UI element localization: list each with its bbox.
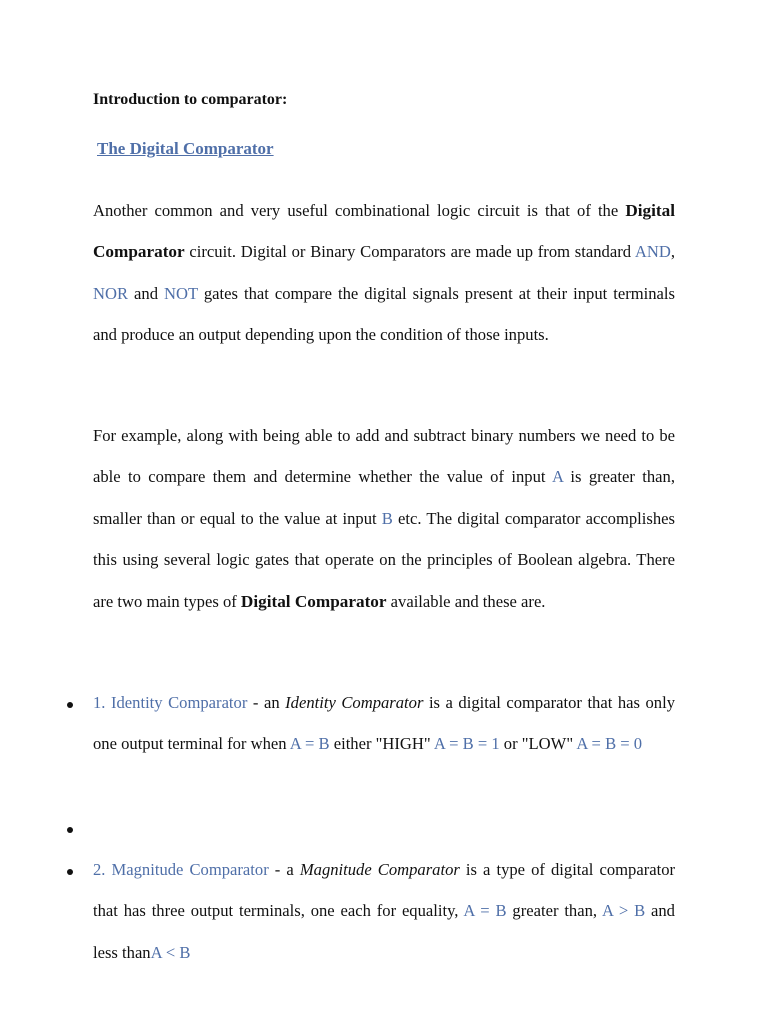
para1-text-1: Another common and very useful combinational logic circuit is that of the <box>93 201 626 220</box>
para1-text-3: and <box>128 283 165 303</box>
para1-text-4: gates that compare the digital signals present at their input terminals and produce an output depending upon the condition of those inputs. <box>93 283 675 345</box>
section-title-link[interactable]: The Digital Comparator <box>97 139 274 158</box>
bullet1-text-3: either "HIGH" <box>329 734 434 754</box>
para1-bold-term: Digital Comparator <box>93 201 675 262</box>
and-gate-link[interactable]: AND <box>634 242 671 262</box>
paragraph-example <box>93 415 675 622</box>
para2-text-2: is greater than, smaller than or equal to the value at input <box>93 467 675 528</box>
bullet1-text-2: is a digital comparator that has only one output terminal for when <box>93 693 675 754</box>
para2-text-3: etc. The digital comparator accomplishes this using several logic gates that operate on the principles of Boolean algebra. There are two main types of <box>93 508 675 611</box>
para1-text-2: circuit. Digital or Binary Comparators are made up from standard <box>184 242 635 262</box>
not-gate-link[interactable]: NOT <box>164 283 198 303</box>
bullet3-equation-3: A < B <box>150 942 191 962</box>
page-title: Introduction to comparator: <box>93 91 288 108</box>
para2-text-1: For example, along with being able to add and subtract binary numbers we need to be able to compare them and determine whether the value of input <box>93 426 675 487</box>
input-b-ref: B <box>381 508 393 528</box>
bullet3-italic-term: Magnitude Comparator <box>299 860 460 879</box>
magnitude-comparator-link[interactable]: 2. Magnitude Comparator <box>93 860 269 879</box>
para2-bold-term: Digital Comparator <box>240 591 387 611</box>
bullet-marker <box>67 702 73 708</box>
bullet-marker-empty <box>67 827 73 833</box>
bullet3-text-3: greater than, <box>506 901 602 921</box>
para2-text-4: available and these are. <box>386 591 546 611</box>
paragraph-intro <box>93 190 675 356</box>
list-item-magnitude-comparator <box>93 849 675 973</box>
para1-comma: , <box>670 242 675 262</box>
bullet-marker <box>67 869 73 875</box>
list-item-identity-comparator <box>93 682 675 765</box>
nor-gate-link[interactable]: NOR <box>93 283 129 303</box>
bullet1-equation-3: A = B = 0 <box>576 734 643 754</box>
input-a-ref: A <box>551 467 564 487</box>
bullet3-equation-2: A > B <box>601 901 646 921</box>
bullet1-text-4: or "LOW" <box>499 734 577 754</box>
bullet1-italic-term: Identity Comparator <box>285 693 424 712</box>
bullet3-text-4: and less than <box>93 901 675 962</box>
bullet1-equation-2: A = B = 1 <box>433 734 500 754</box>
bullet1-equation-1: A = B <box>289 734 330 754</box>
bullet3-text-2: is a type of digital comparator that has three output terminals, one each for equality, <box>93 860 676 921</box>
bullet3-text-1: - a <box>268 860 300 879</box>
identity-comparator-link[interactable]: 1. Identity Comparator <box>93 693 248 712</box>
bullet1-text-1: - an <box>247 693 286 712</box>
bullet3-equation-1: A = B <box>463 901 507 921</box>
